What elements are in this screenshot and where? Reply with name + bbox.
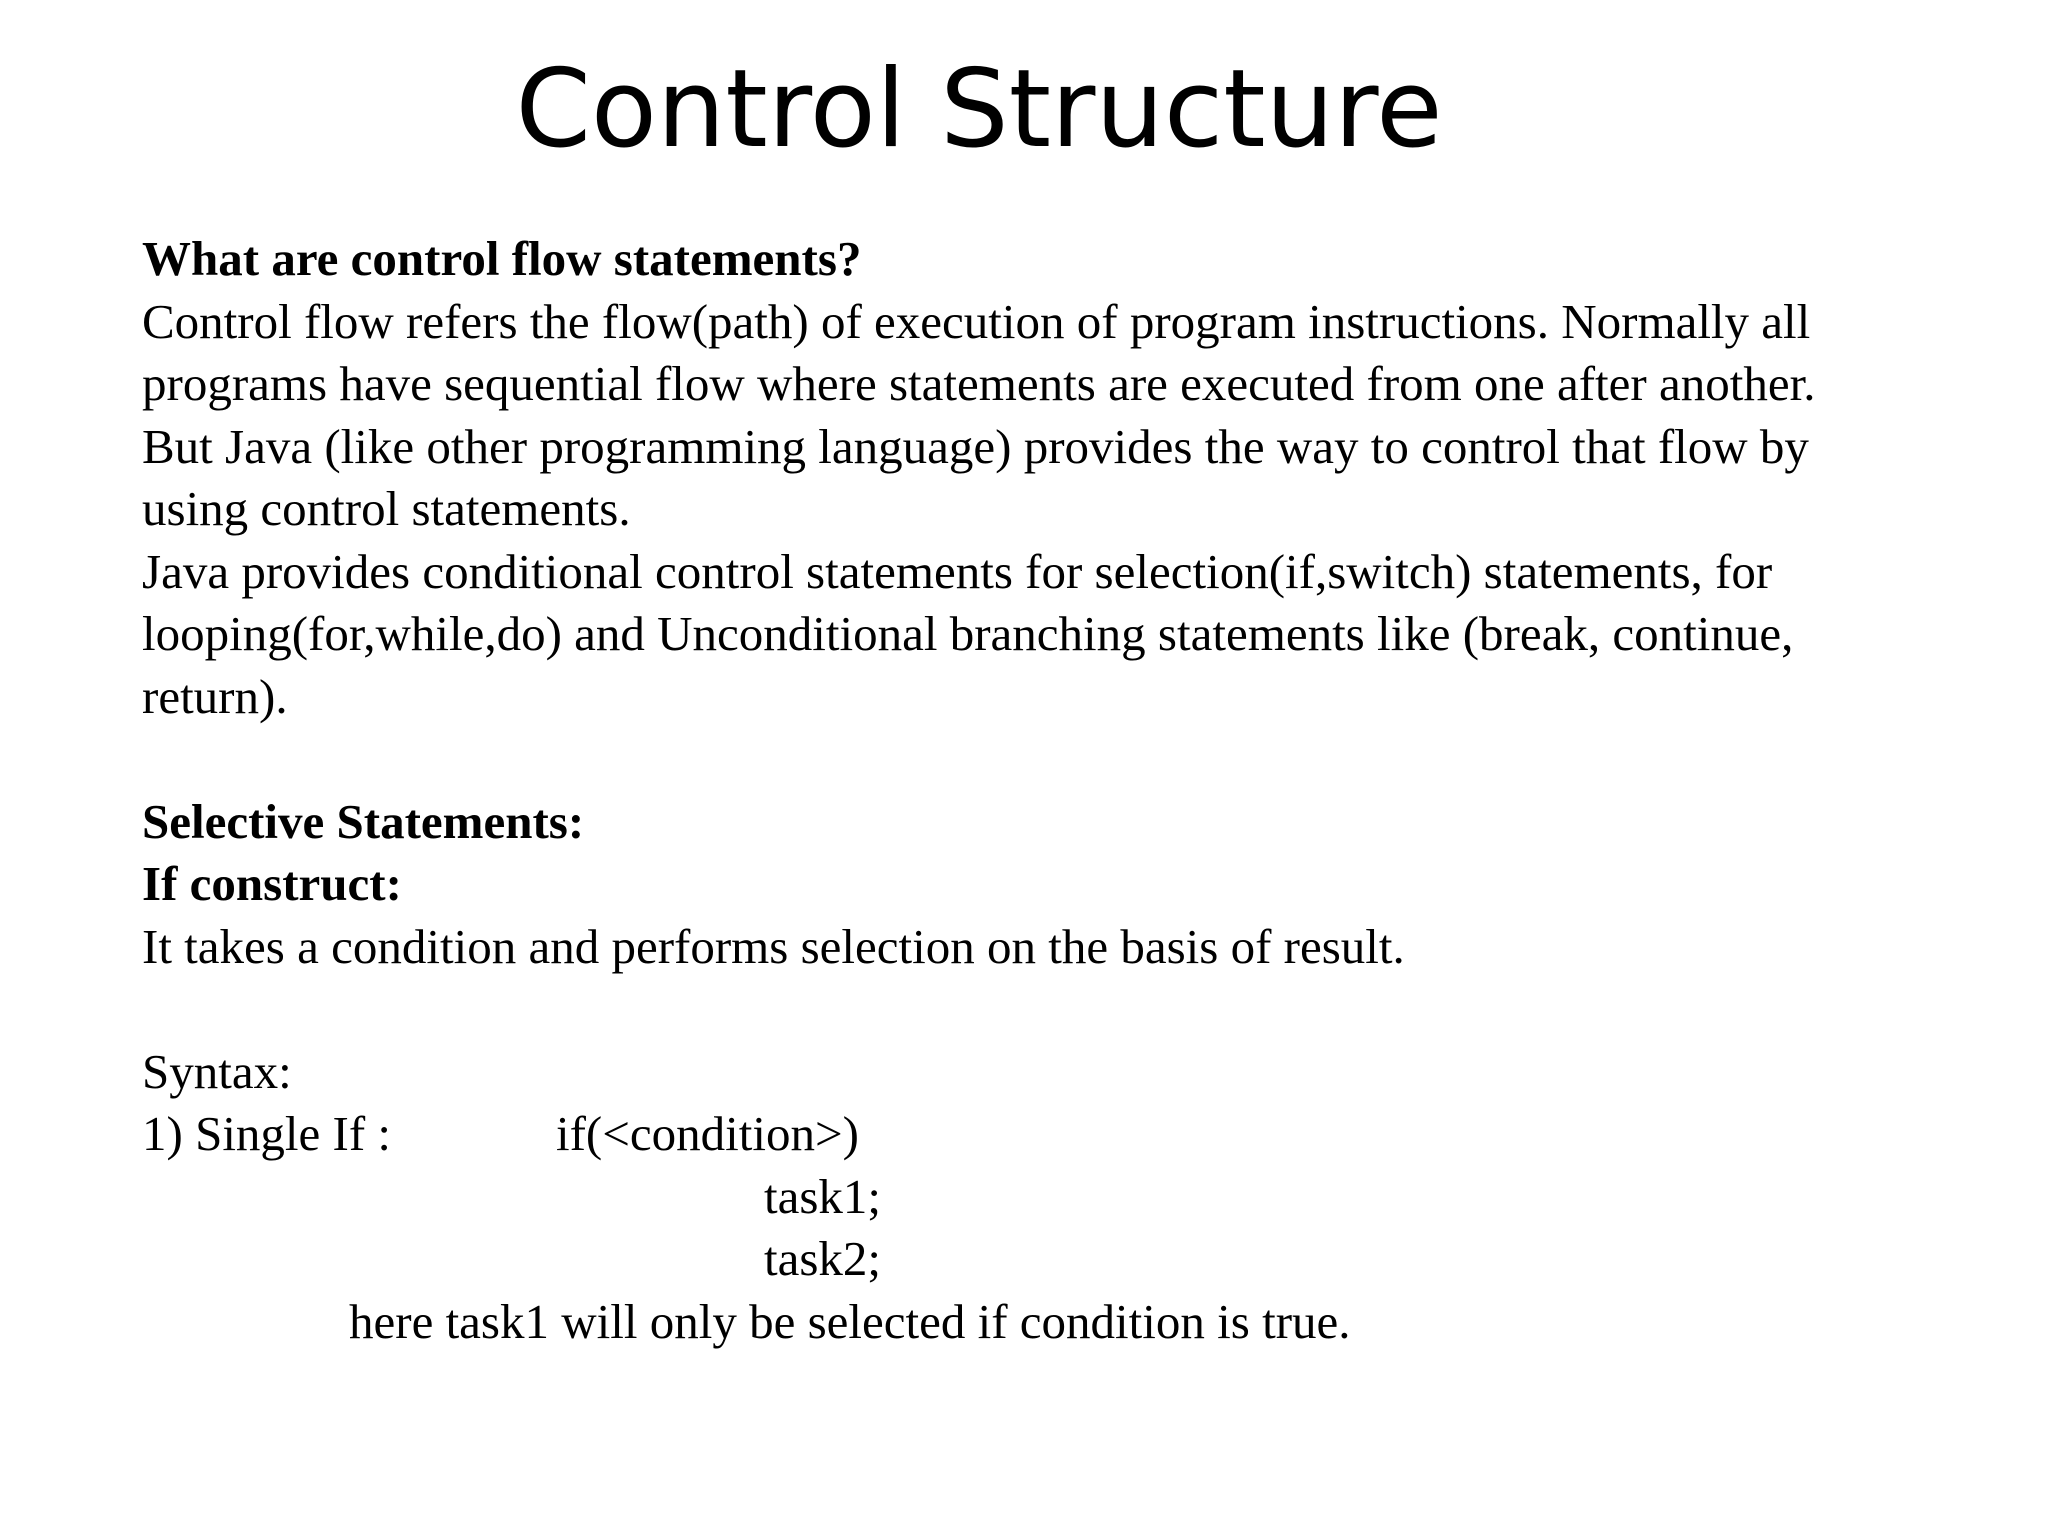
syntax-note: here task1 will only be selected if condition is true.	[349, 1293, 1351, 1349]
syntax-label: Syntax:	[142, 1043, 292, 1099]
paragraph-control-flow	[142, 291, 1942, 541]
paragraph-line: programs have sequential flow where statements are executed from one after another.	[142, 356, 1816, 411]
subheading-if-construct: If construct:	[142, 856, 402, 911]
single-if-label: 1) Single If :	[142, 1106, 392, 1161]
spacer	[142, 978, 1942, 1041]
syntax-code-row	[142, 1166, 1942, 1229]
syntax-single-if-row	[142, 1103, 1942, 1166]
spacer	[142, 728, 1942, 791]
paragraph-line: Java provides conditional control statements for selection(if,switch) statements, for	[142, 543, 1773, 599]
section-heading-selective: Selective Statements:	[142, 793, 585, 849]
syntax-note-row	[142, 1291, 1942, 1354]
slide-body	[142, 228, 1942, 1353]
code-task2: task2;	[764, 1231, 882, 1286]
paragraph-line: But Java (like other programming language) provides the way to control that flow by	[142, 418, 1809, 474]
paragraph-line: using control statements.	[142, 481, 631, 536]
paragraph-line: looping(for,while,do) and Unconditional branching statements like (break, continue,	[142, 606, 1794, 661]
slide-title: Control Structure	[515, 47, 1443, 172]
code-task1: task1;	[764, 1168, 882, 1224]
paragraph-line: Control flow refers the flow(path) of execution of program instructions. Normally all	[142, 293, 1811, 349]
paragraph-line: return).	[142, 668, 288, 724]
paragraph-java-statements	[142, 541, 1942, 729]
syntax-code-row	[142, 1228, 1942, 1291]
section-heading-control-flow: What are control flow statements?	[142, 231, 862, 286]
code-condition: if(<condition>)	[556, 1106, 859, 1161]
if-description: It takes a condition and performs selection on the basis of result.	[142, 918, 1405, 974]
